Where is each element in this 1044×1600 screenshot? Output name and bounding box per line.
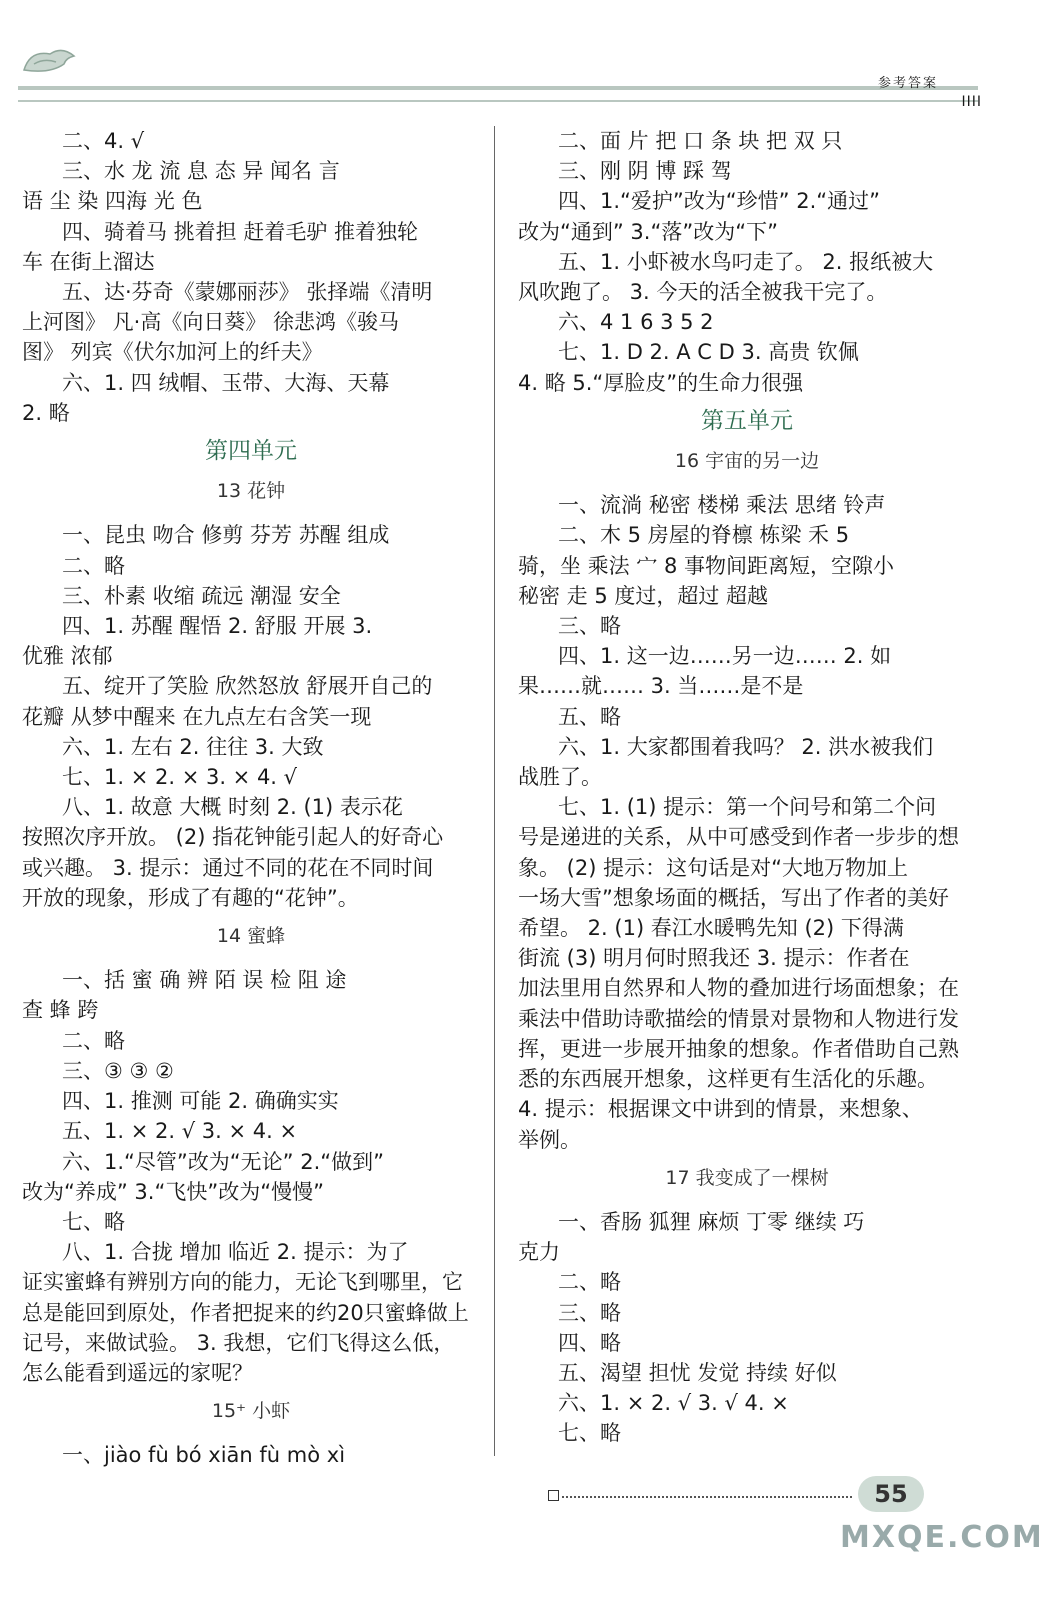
unit-heading: 第四单元 <box>205 438 297 465</box>
lesson-title: 14 蜜蜂 <box>216 925 286 948</box>
answer-line: 六、4 1 6 3 5 2 <box>558 310 714 335</box>
answer-line: 证实蜜蜂有辨别方向的能力，无论飞到哪里，它 <box>22 1270 463 1295</box>
answer-line: 一、香肠 狐狸 麻烦 丁零 继续 巧 <box>558 1209 865 1234</box>
footer-square-icon <box>548 1490 559 1501</box>
answer-line: 五、渴望 担忧 发觉 持续 好似 <box>558 1360 837 1385</box>
answer-line: 2. 略 <box>22 400 70 425</box>
answer-line: 秘密 走 5 度过，超过 超越 <box>518 583 769 608</box>
answer-line: 二、略 <box>558 1270 621 1295</box>
answer-line: 怎么能看到遥远的家呢？ <box>22 1360 253 1385</box>
footer-dotted-line <box>562 1496 852 1498</box>
answer-line: 五、1. 小虾被水鸟叼走了。 2. 报纸被大 <box>558 249 934 274</box>
watermark: MXQE.COM <box>840 1520 1044 1555</box>
answer-line: 一、流淌 秘密 楼梯 乘法 思绪 铃声 <box>558 493 886 518</box>
left-column <box>22 126 480 1471</box>
answer-line: 或兴趣。 3. 提示：通过不同的花在不同时间 <box>22 855 434 880</box>
answer-line: 悉的东西展开想象，这样更有生活化的乐趣。 <box>518 1067 938 1092</box>
answer-line: 二、略 <box>62 1028 125 1053</box>
answer-line: 五、1. × 2. √ 3. × 4. × <box>62 1119 298 1144</box>
page-number: 55 <box>858 1476 924 1512</box>
answer-line: 战胜了。 <box>518 765 602 790</box>
answer-line: 优雅 浓郁 <box>22 644 113 669</box>
answer-line: 六、1.“尽管”改为“无论” 2.“做到” <box>62 1149 385 1174</box>
answer-line: 二、略 <box>62 553 125 578</box>
header-bar-thin <box>18 100 978 102</box>
answer-line: 八、1. 故意 大概 时刻 2. (1) 表示花 <box>62 795 403 820</box>
answer-line: 风吹跑了。 3. 今天的活全被我干完了。 <box>518 280 888 305</box>
answer-line: 三、刚 阴 博 踩 驾 <box>558 159 732 184</box>
answer-line: 五、略 <box>558 704 621 729</box>
answer-line: 街流 (3) 明月何时照我还 3. 提示：作者在 <box>518 946 910 971</box>
answer-line: 果……就…… 3. 当……是不是 <box>518 674 804 699</box>
cloud-logo-icon <box>20 40 80 80</box>
answer-line: 克力 <box>518 1240 560 1265</box>
answer-line: 三、水 龙 流 息 态 异 闻名 言 <box>62 159 340 184</box>
answer-line: 七、略 <box>62 1209 125 1234</box>
unit-heading: 第五单元 <box>701 407 793 434</box>
answer-line: 加法里用自然界和人物的叠加进行场面想象；在 <box>518 976 959 1001</box>
answer-line: 一、括 蜜 确 辨 陌 误 检 阻 途 <box>62 968 347 993</box>
answer-line: 四、1. 推测 可能 2. 确确实实 <box>62 1089 339 1114</box>
answer-line: 上河图》 凡·高《向日葵》 徐悲鸿《骏马 <box>22 310 400 335</box>
answer-line: 4. 略 5.“厚脸皮”的生命力很强 <box>518 370 804 395</box>
answer-line: 车 在街上溜达 <box>22 249 155 274</box>
answer-line: 花瓣 从梦中醒来 在九点左右含笑一现 <box>22 704 372 729</box>
answer-line: 三、③ ③ ② <box>62 1058 174 1083</box>
answer-line: 四、1. 苏醒 醒悟 2. 舒服 开展 3. <box>62 614 373 639</box>
answer-line: 查 蜂 跨 <box>22 998 99 1023</box>
answer-line: 一场大雪”想象场面的概括，写出了作者的美好 <box>518 885 949 910</box>
answer-line: 希望。 2. (1) 春江水暖鸭先知 (2) 下得满 <box>518 916 904 941</box>
answer-line: 七、略 <box>558 1421 621 1446</box>
answer-line: 六、1. × 2. √ 3. √ 4. × <box>558 1391 789 1416</box>
lesson-title: 16 宇宙的另一边 <box>674 450 820 473</box>
answer-line: 改为“养成” 3.“飞快”改为“慢慢” <box>22 1179 324 1204</box>
page-header <box>0 0 996 120</box>
answer-line: 按照次序开放。 (2) 指花钟能引起人的好奇心 <box>22 825 444 850</box>
lesson-title: 15⁺ 小虾 <box>211 1400 291 1423</box>
answer-line: 四、骑着马 挑着担 赶着毛驴 推着独轮 <box>62 219 419 244</box>
header-title: 参考答案 <box>877 76 938 91</box>
answer-line: 七、1. D 2. A C D 3. 高贵 钦佩 <box>558 340 859 365</box>
answer-line: 号是递进的关系，从中可感受到作者一步步的想 <box>518 825 959 850</box>
answer-line: 骑，坐 乘法 宀 8 事物间距离短，空隙小 <box>518 553 895 578</box>
right-column <box>518 126 976 1449</box>
answer-line: 举例。 <box>518 1127 581 1152</box>
column-divider <box>494 126 495 1456</box>
answer-line: 图》 列宾《伏尔加河上的纤夫》 <box>22 340 323 365</box>
header-ticks: IIII <box>961 94 982 110</box>
answer-line: 4. 提示：根据课文中讲到的情景，来想象、 <box>518 1097 923 1122</box>
answer-line: 三、略 <box>558 614 621 639</box>
answer-line: 七、1. × 2. × 3. × 4. √ <box>62 765 298 790</box>
answer-line: 八、1. 合拢 增加 临近 2. 提示：为了 <box>62 1240 409 1265</box>
header-bar <box>18 86 978 90</box>
answer-line: 象。 (2) 提示：这句话是对“大地万物加上 <box>518 855 908 880</box>
answer-line: 六、1. 左右 2. 往往 3. 大致 <box>62 734 324 759</box>
lesson-title: 17 我变成了一棵树 <box>665 1166 829 1189</box>
answer-line: 七、1. (1) 提示：第一个问号和第二个问 <box>558 795 937 820</box>
answer-line: 六、1. 大家都围着我吗？ 2. 洪水被我们 <box>558 734 934 759</box>
answer-line: 二、面 片 把 口 条 块 把 双 只 <box>558 129 843 153</box>
answer-line: 二、木 5 房屋的脊檩 栋梁 禾 5 <box>558 523 850 548</box>
answer-line: 三、朴素 收缩 疏远 潮湿 安全 <box>62 583 341 608</box>
answer-line: 改为“通到” 3.“落”改为“下” <box>518 219 778 244</box>
answer-line: 四、1.“爱护”改为“珍惜” 2.“通过” <box>558 189 881 214</box>
answer-line: 四、略 <box>558 1330 621 1355</box>
answer-line: 乘法中借助诗歌描绘的情景对景物和人物进行发 <box>518 1006 959 1031</box>
answer-line: 三、略 <box>558 1300 621 1325</box>
answer-line: 一、jiào fù bó xiān fù mò xì <box>62 1443 346 1468</box>
answer-line: 二、4. √ <box>62 129 145 153</box>
answer-line: 语 尘 染 四海 光 色 <box>22 189 203 214</box>
answer-line: 五、绽开了笑脸 欣然怒放 舒展开自己的 <box>62 674 433 699</box>
answer-line: 挥，更进一步展开抽象的想象。作者借助自己熟 <box>518 1036 959 1061</box>
answer-line: 一、昆虫 吻合 修剪 芬芳 苏醒 组成 <box>62 523 390 548</box>
answer-line: 总是能回到原处，作者把捉来的约20只蜜蜂做上 <box>22 1300 469 1325</box>
answer-line: 开放的现象，形成了有趣的“花钟”。 <box>22 885 359 910</box>
answer-line: 记号，来做试验。 3. 我想，它们飞得这么低， <box>22 1330 455 1355</box>
answer-line: 四、1. 这一边……另一边…… 2. 如 <box>558 644 892 669</box>
answer-line: 五、达·芬奇《蒙娜丽莎》 张择端《清明 <box>62 280 433 305</box>
answer-line: 六、1. 四 绒帽、玉带、大海、天幕 <box>62 370 390 395</box>
lesson-title: 13 花钟 <box>216 480 286 503</box>
